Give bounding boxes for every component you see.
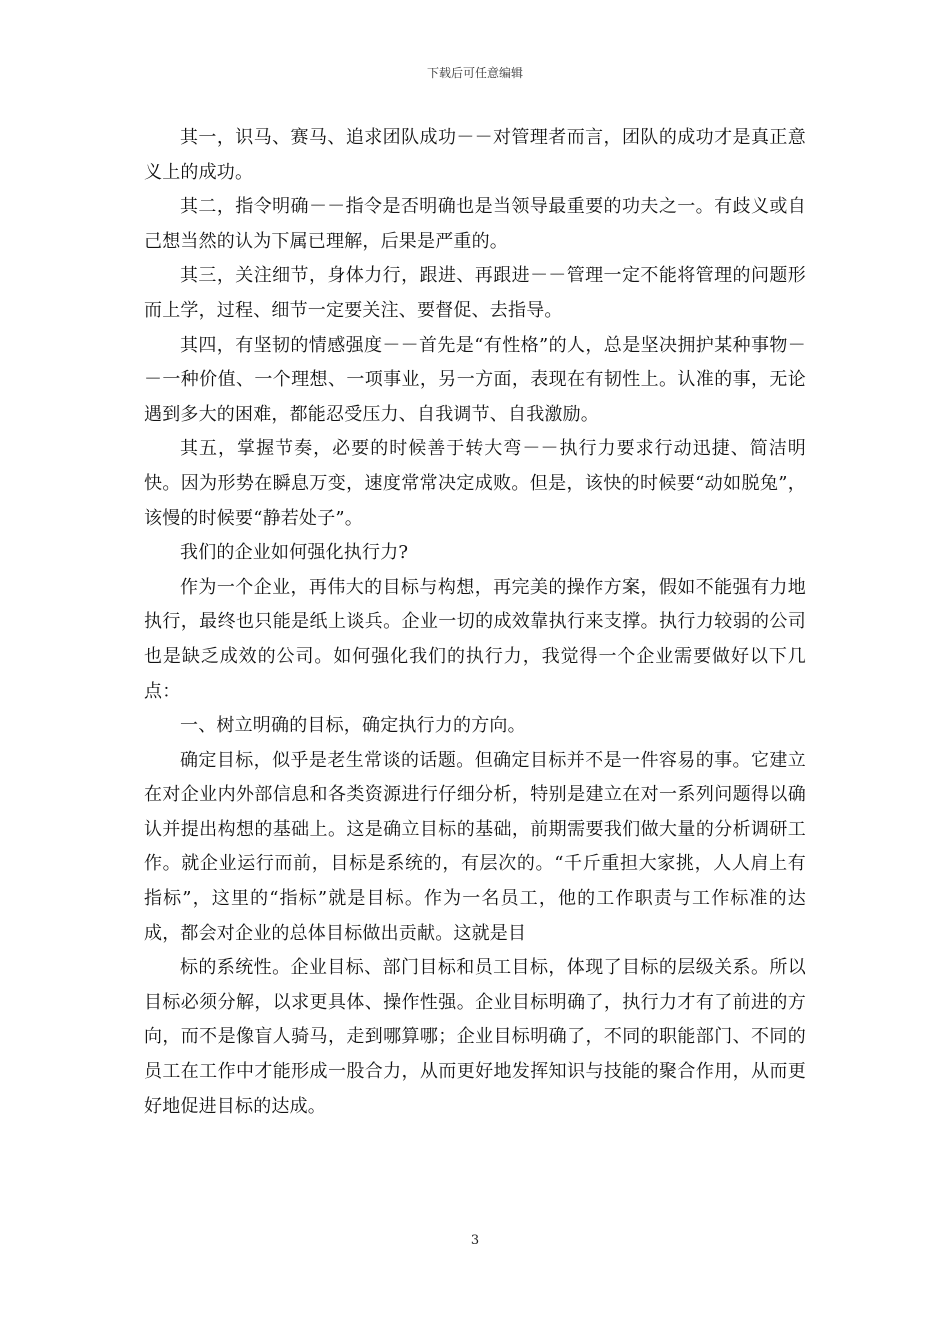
- page-number: 3: [470, 1233, 480, 1248]
- paragraph: 确定目标，似乎是老生常谈的话题。但确定目标并不是一件容易的事。它建立在对企业内外部信息和各类资源进行仔细分析，特别是建立在对一系列问题得以确认并提出构想的基础上。这是确立目标的基础，前期需要我们做大量的分析调研工作。就企业运行而前，目标是系统的，有层次的。“千斤重担大家挑，人人肩上有指标”，这里的“指标”就是目标。作为一名员工，他的工作职责与工作标准的达成，都会对企业的总体目标做出贡献。这就是目: [144, 749, 806, 944]
- paragraph: 其一，识马、赛马、追求团队成功－－对管理者而言，团队的成功才是真正意义上的成功。: [144, 127, 806, 183]
- paragraph: 其五，掌握节奏，必要的时候善于转大弯－－执行力要求行动迅捷、简洁明快。因为形势在瞬息万变，速度常常决定成败。但是，该快的时候要“动如脱兔”，该慢的时候要“静若处子”。: [144, 438, 806, 529]
- page-header: 下载后可任意编辑: [426, 66, 523, 80]
- paragraph: 其三，关注细节，身体力行，跟进、再跟进－－管理一定不能将管理的问题形而上学，过程、细节一定要关注、要督促、去指导。: [144, 265, 806, 321]
- section-heading: 一、树立明确的目标，确定执行力的方向。: [180, 715, 526, 737]
- paragraph: 标的系统性。企业目标、部门目标和员工目标，体现了目标的层级关系。所以目标必须分解，以求更具体、操作性强。企业目标明确了，执行力才有了前进的方向，而不是像盲人骑马，走到哪算哪；企业目标明确了，不同的职能部门、不同的员工在工作中才能形成一股合力，从而更好地发挥知识与技能的聚合作用，从而更好地促进目标的达成。: [144, 957, 806, 1117]
- paragraph: 其四，有坚韧的情感强度－－首先是“有性格”的人，总是坚决拥护某种事物－－一种价值、一个理想、一项事业，另一方面，表现在有韧性上。认准的事，无论遇到多大的困难，都能忍受压力、自我调节、自我激励。: [144, 334, 806, 425]
- section-question: 我们的企业如何强化执行力?: [180, 542, 409, 564]
- document-body: [144, 121, 806, 1124]
- paragraph: 其二，指令明确－－指令是否明确也是当领导最重要的功夫之一。有歧义或自己想当然的认为下属已理解，后果是严重的。: [144, 196, 806, 252]
- paragraph: 作为一个企业，再伟大的目标与构想，再完美的操作方案，假如不能强有力地执行，最终也只能是纸上谈兵。企业一切的成效靠执行来支撑。执行力较弱的公司也是缺乏成效的公司。如何强化我们的执行力，我觉得一个企业需要做好以下几点：: [144, 576, 806, 702]
